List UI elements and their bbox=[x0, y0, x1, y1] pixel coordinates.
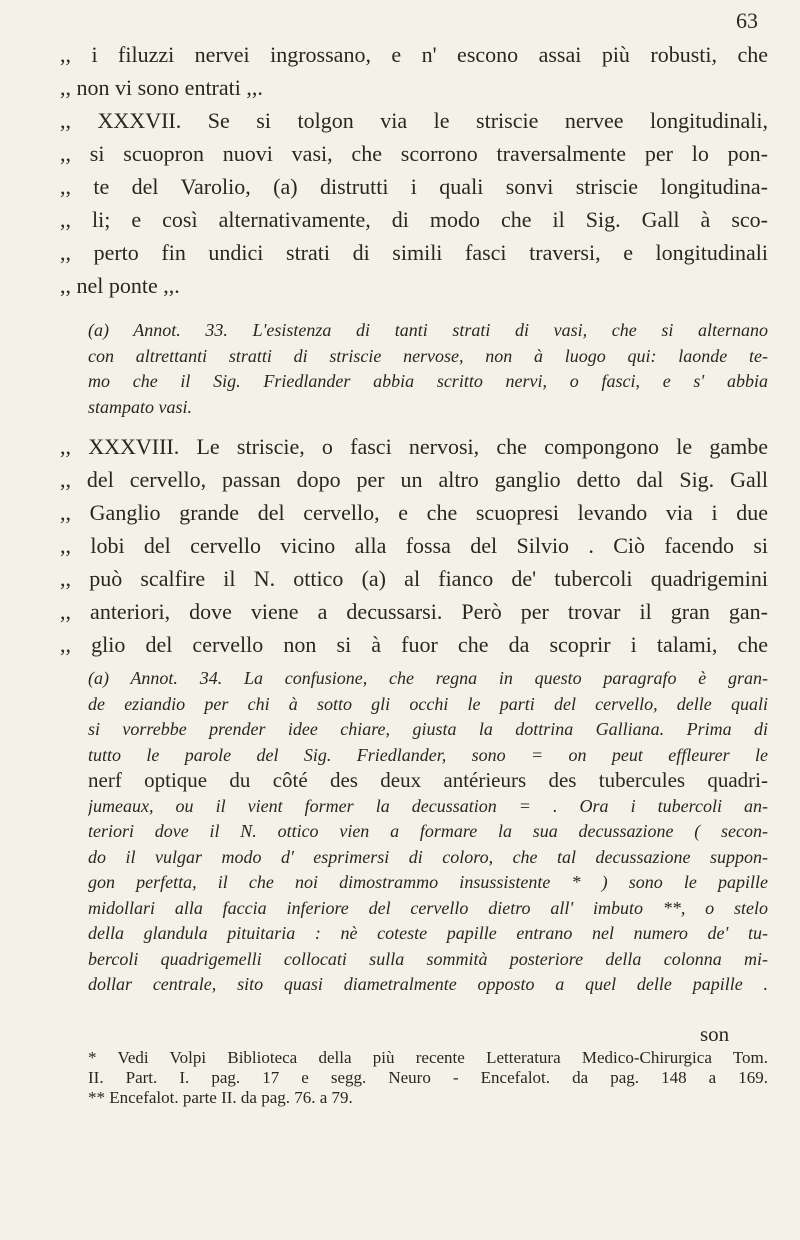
note-line: (a) Annot. 34. La confusione, che regna in questo paragrafo è gran- bbox=[88, 668, 768, 688]
catchword: son bbox=[700, 1022, 730, 1046]
text-line: ,, Ganglio grande del cervello, e che scuopresi levando via i due bbox=[60, 500, 768, 525]
annotation-33 bbox=[88, 318, 768, 420]
note-line: (a) Annot. 33. L'esistenza di tanti strati di vasi, che si alternano bbox=[88, 320, 768, 340]
text-line: ,, li; e così alternativamente, di modo che il Sig. Gall à sco- bbox=[60, 207, 768, 232]
text-line: ,, si scuopron nuovi vasi, che scorrono traversalmente per lo pon- bbox=[60, 141, 768, 166]
footnote-line: ** Encefalot. parte II. da pag. 76. a 79. bbox=[88, 1088, 353, 1107]
note-line: stampato vasi. bbox=[88, 396, 193, 417]
page-number: 63 bbox=[736, 8, 758, 33]
note-line: tutto le parole del Sig. Friedlander, sono = on peut effleurer le bbox=[88, 744, 768, 765]
note-line: jumeaux, ou il vient former la decussation = . Ora i tubercoli an- bbox=[88, 795, 768, 816]
note-line: do il vulgar modo d' esprimersi di coloro, che tal decussazione suppon- bbox=[88, 846, 768, 867]
footnote-line: II. Part. I. pag. 17 e segg. Neuro - Encefalot. da pag. 148 a 169. bbox=[88, 1068, 768, 1087]
note-line: gon perfetta, il che noi dimostrammo insussistente * ) sono le papille bbox=[88, 872, 768, 892]
text-line: ,, XXXVIII. Le striscie, o fasci nervosi, che compongono le gambe bbox=[60, 434, 768, 459]
text-line: ,, i filuzzi nervei ingrossano, e n' escono assai più robusti, che bbox=[60, 42, 768, 67]
text-line: ,, del cervello, passan dopo per un altro ganglio detto dal Sig. Gall bbox=[60, 467, 768, 492]
text-line: ,, te del Varolio, (a) distrutti i quali sonvi striscie longitudina- bbox=[60, 174, 768, 199]
note-line: con altrettanti stratti di striscie nervose, non à luogo qui: laonde te- bbox=[88, 345, 768, 366]
annotation-34 bbox=[88, 666, 768, 998]
text-line: ,, non vi sono entrati ,,. bbox=[60, 75, 263, 100]
note-line: midollari alla faccia inferiore del cervello dietro all' imbuto **, o stelo bbox=[88, 897, 768, 918]
paragraph-xxxvii bbox=[60, 38, 768, 302]
text-line: ,, XXXVII. Se si tolgon via le striscie nervee longitudinali, bbox=[60, 108, 768, 133]
note-line: bercoli quadrigemelli collocati sulla sommità posteriore della colonna mi- bbox=[88, 948, 768, 969]
footnote-line: * Vedi Volpi Biblioteca della più recente Letteratura Medico-Chirurgica Tom. bbox=[88, 1048, 768, 1067]
note-line: mo che il Sig. Friedlander abbia scritto nervi, o fasci, e s' abbia bbox=[88, 371, 768, 391]
text-line: ,, nel ponte ,,. bbox=[60, 273, 180, 298]
footnotes bbox=[88, 1048, 768, 1108]
note-line: si vorrebbe prender idee chiare, giusta la dottrina Galliana. Prima di bbox=[88, 719, 768, 739]
text-line: ,, lobi del cervello vicino alla fossa del Silvio . Ciò facendo si bbox=[60, 533, 768, 558]
note-line: nerf optique du côté des deux antérieurs des tubercules quadri- bbox=[88, 768, 768, 792]
text-line: ,, perto fin undici strati di simili fasci traversi, e longitudinali bbox=[60, 240, 768, 265]
text-line: ,, può scalfire il N. ottico (a) al fianco de' tubercoli quadrigemini bbox=[60, 566, 768, 591]
note-line: teriori dove il N. ottico vien a formare la sua decussazione ( secon- bbox=[88, 821, 768, 841]
note-line: dollar centrale, sito quasi diametralmente opposto a quel delle papille . bbox=[88, 974, 768, 994]
note-line: della glandula pituitaria : nè coteste papille entrano nel numero de' tu- bbox=[88, 923, 768, 943]
note-line: de eziandio per chi à sotto gli occhi le parti del cervello, delle quali bbox=[88, 693, 768, 714]
paragraph-xxxviii bbox=[60, 430, 768, 661]
text-line: ,, anteriori, dove viene a decussarsi. Però per trovar il gran gan- bbox=[60, 599, 768, 624]
text-line: ,, glio del cervello non si à fuor che da scoprir i talami, che bbox=[60, 632, 768, 657]
